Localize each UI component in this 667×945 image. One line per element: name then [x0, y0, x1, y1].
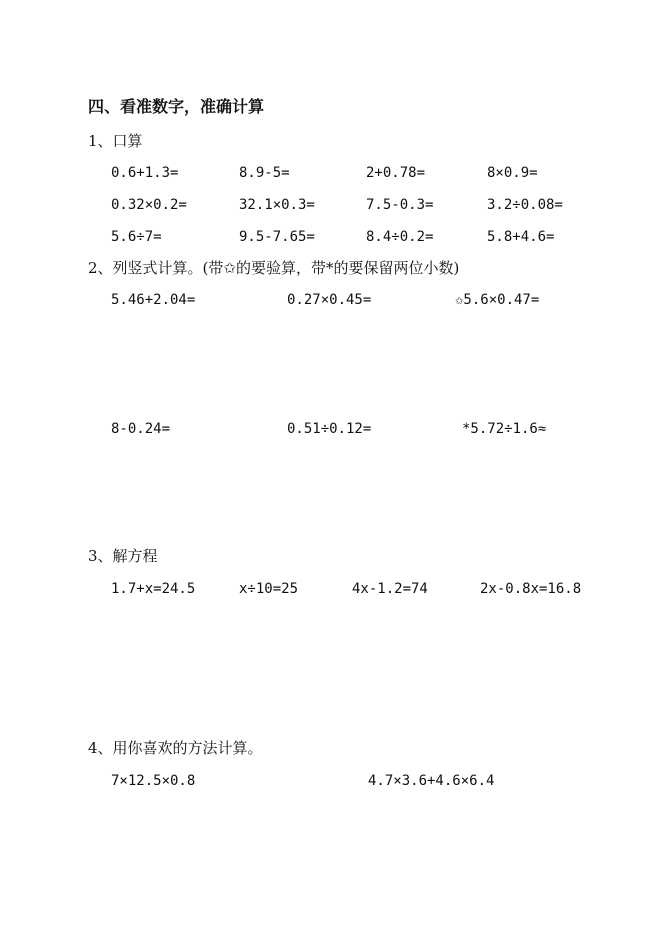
vertical-calc-item: 0.27×0.45= — [287, 292, 372, 308]
mental-calc-item: 7.5-0.3= — [366, 197, 434, 213]
mental-calc-item: 8×0.9= — [487, 165, 538, 181]
mental-calc-item: 0.32×0.2= — [111, 197, 187, 213]
mental-calc-item: 5.8+4.6= — [487, 229, 555, 245]
section-4-title: 4、用你喜欢的方法计算。 — [88, 739, 263, 757]
mental-calc-item: 32.1×0.3= — [239, 197, 315, 213]
equation-item: 2x-0.8x=16.8 — [480, 581, 582, 597]
expression-item: 7×12.5×0.8 — [111, 773, 196, 789]
mental-calc-item: 8.9-5= — [239, 165, 290, 181]
vertical-calc-item: 0.51÷0.12= — [287, 421, 372, 437]
equation-item: x÷10=25 — [239, 581, 299, 597]
section-1-title: 1、口算 — [88, 132, 143, 150]
main-title: 四、看准数字，准确计算 — [88, 97, 265, 116]
mental-calc-item: 8.4÷0.2= — [366, 229, 434, 245]
mental-calc-item: 3.2÷0.08= — [487, 197, 563, 213]
mental-calc-item: 0.6+1.3= — [111, 165, 179, 181]
vertical-calc-item: *5.72÷1.6≈ — [462, 421, 547, 437]
mental-calc-item: 2+0.78= — [366, 165, 426, 181]
section-3-title: 3、解方程 — [88, 547, 158, 565]
equation-item: 4x-1.2=74 — [352, 581, 428, 597]
equation-item: 1.7+x=24.5 — [111, 581, 196, 597]
mental-calc-item: 5.6÷7= — [111, 229, 162, 245]
section-2-title: 2、列竖式计算。(带✩的要验算，带*的要保留两位小数) — [88, 259, 460, 277]
mental-calc-item: 9.5-7.65= — [239, 229, 315, 245]
expression-item: 4.7×3.6+4.6×6.4 — [368, 773, 495, 789]
vertical-calc-item: 8-0.24= — [111, 421, 171, 437]
vertical-calc-item: 5.46+2.04= — [111, 292, 196, 308]
vertical-calc-item: ✩5.6×0.47= — [455, 292, 540, 308]
